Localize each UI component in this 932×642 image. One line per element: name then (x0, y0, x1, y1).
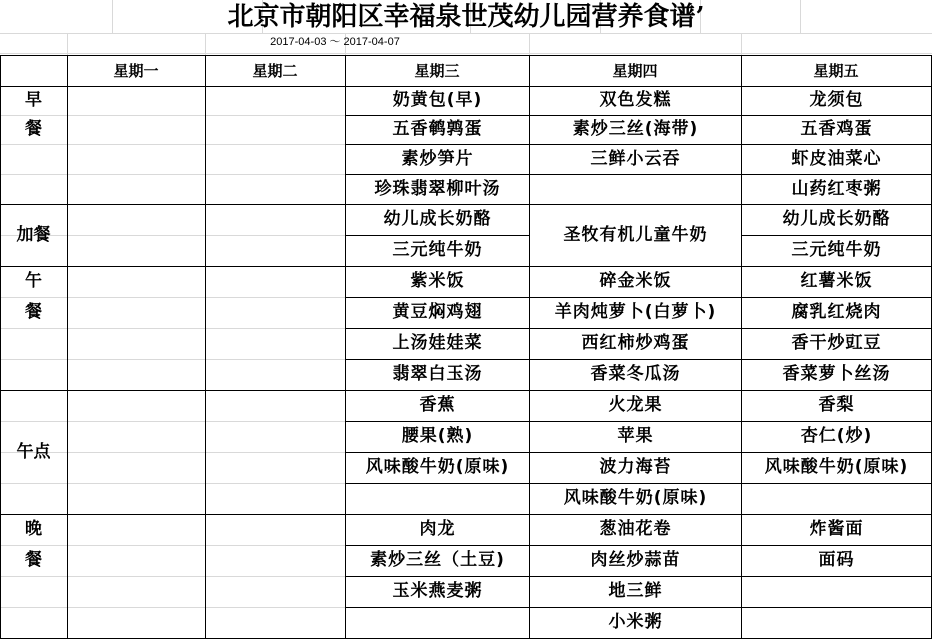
dish-cell: 五香鸡蛋 (800, 119, 873, 139)
gridline-vertical (67, 33, 68, 55)
border-column (0, 55, 1, 639)
gridline-horizontal (0, 328, 345, 329)
dish-cell: 黄豆焖鸡翅 (392, 302, 483, 322)
dish-cell: 珍珠翡翠柳叶汤 (374, 179, 501, 199)
dish-cell: 上汤娃娃菜 (392, 333, 483, 353)
border-row-thu (529, 359, 741, 360)
gridline-horizontal (0, 359, 345, 360)
dish-cell: 山药红枣粥 (791, 179, 882, 199)
dish-cell: 波力海苔 (599, 457, 672, 477)
dish-cell: 炸酱面 (809, 519, 864, 539)
meal-label: 午 (25, 271, 42, 291)
gridline-horizontal (0, 53, 932, 54)
gridline-horizontal (0, 576, 345, 577)
border-row-wed (345, 545, 529, 546)
dish-cell: 三元纯牛奶 (392, 240, 483, 260)
border-row-fri (741, 115, 931, 116)
border-row-thu (529, 174, 741, 175)
border-row-thu (529, 545, 741, 546)
border-row-wed (345, 576, 529, 577)
dish-cell: 圣牧有机儿童牛奶 (563, 225, 708, 245)
dish-cell: 风味酸牛奶(原味) (365, 457, 510, 477)
border-row-wed (345, 452, 529, 453)
meal-label: 早 (25, 90, 42, 110)
border-column (741, 55, 742, 639)
gridline-horizontal (0, 607, 345, 608)
dish-cell: 地三鲜 (608, 581, 663, 601)
gridline-vertical (529, 33, 530, 55)
border-top (0, 55, 931, 56)
border-row-fri (741, 235, 931, 236)
dish-cell: 腐乳红烧肉 (791, 302, 882, 322)
meal-label: 午点 (16, 442, 51, 462)
header-friday: 星期五 (813, 62, 859, 80)
dish-cell: 虾皮油菜心 (791, 149, 882, 169)
border-row-wed (345, 421, 529, 422)
meal-label: 餐 (25, 119, 42, 139)
border-row-fri (741, 144, 931, 145)
dish-cell: 小米粥 (608, 612, 663, 632)
header-tuesday: 星期二 (252, 62, 298, 80)
border-block-bottom (0, 204, 931, 205)
border-row-thu (529, 115, 741, 116)
meal-label: 餐 (25, 302, 42, 322)
dish-cell: 玉米燕麦粥 (392, 581, 483, 601)
border-row-fri (741, 452, 931, 453)
border-row-fri (741, 421, 931, 422)
dish-cell: 香菜冬瓜汤 (590, 364, 681, 384)
border-row-fri (741, 174, 931, 175)
border-row-fri (741, 328, 931, 329)
border-row-wed (345, 297, 529, 298)
border-column (67, 55, 68, 639)
gridline-horizontal (0, 144, 345, 145)
dish-cell: 幼儿成长奶酪 (383, 209, 492, 229)
meal-label: 餐 (25, 550, 42, 570)
dish-cell: 幼儿成长奶酪 (782, 209, 891, 229)
border-column (529, 55, 530, 639)
gridline-horizontal (0, 174, 345, 175)
dish-cell: 双色发糕 (599, 90, 672, 110)
dish-cell: 翡翠白玉汤 (392, 364, 483, 384)
border-column (205, 55, 206, 639)
border-row-wed (345, 607, 529, 608)
date-range: 2017-04-03 ～ 2017-04-07 (270, 36, 400, 48)
border-row-wed (345, 328, 529, 329)
dish-cell: 肉龙 (419, 519, 456, 539)
dish-cell: 三鲜小云吞 (590, 149, 681, 169)
border-block-bottom (0, 638, 931, 639)
dish-cell: 奶黄包(早) (392, 90, 483, 110)
dish-cell: 三元纯牛奶 (791, 240, 882, 260)
dish-cell: 碎金米饭 (599, 271, 672, 291)
menu-title: 北京市朝阳区幸福泉世茂幼儿园营养食谱’ (227, 2, 705, 32)
header-thursday: 星期四 (612, 62, 658, 80)
border-row-thu (529, 576, 741, 577)
border-row-fri (741, 297, 931, 298)
border-row-fri (741, 576, 931, 577)
border-row-thu (529, 297, 741, 298)
dish-cell: 苹果 (617, 426, 654, 446)
meal-label: 晚 (25, 519, 42, 539)
dish-cell: 面码 (818, 550, 855, 570)
border-block-bottom (0, 514, 931, 515)
border-row-thu (529, 483, 741, 484)
border-row-thu (529, 452, 741, 453)
border-row-thu (529, 144, 741, 145)
dish-cell: 腰果(熟) (401, 426, 474, 446)
border-row-fri (741, 607, 931, 608)
dish-cell: 肉丝炒蒜苗 (590, 550, 681, 570)
border-row-thu (529, 607, 741, 608)
border-header-bottom (0, 86, 931, 87)
border-row-fri (741, 359, 931, 360)
dish-cell: 香蕉 (419, 395, 456, 415)
dish-cell: 红薯米饭 (800, 271, 873, 291)
dish-cell: 素炒三丝(海带) (572, 119, 699, 139)
border-row-thu (529, 328, 741, 329)
dish-cell: 风味酸牛奶(原味) (764, 457, 909, 477)
border-row-wed (345, 483, 529, 484)
header-monday: 星期一 (113, 62, 159, 80)
dish-cell: 素炒笋片 (401, 149, 474, 169)
dish-cell: 杏仁(炒) (800, 426, 873, 446)
dish-cell: 羊肉炖萝卜(白萝卜) (554, 302, 717, 322)
border-row-fri (741, 545, 931, 546)
border-block-bottom (0, 266, 931, 267)
dish-cell: 香干炒豇豆 (791, 333, 882, 353)
border-row-wed (345, 359, 529, 360)
border-row-wed (345, 144, 529, 145)
dish-cell: 龙须包 (809, 90, 864, 110)
dish-cell: 五香鹌鹑蛋 (392, 119, 483, 139)
border-row-fri (741, 483, 931, 484)
meal-label: 加餐 (16, 225, 51, 245)
dish-cell: 香菜萝卜丝汤 (782, 364, 891, 384)
dish-cell: 火龙果 (608, 395, 663, 415)
dish-cell: 葱油花卷 (599, 519, 672, 539)
dish-cell: 紫米饭 (410, 271, 465, 291)
dish-cell: 香梨 (818, 395, 855, 415)
dish-cell: 风味酸牛奶(原味) (563, 488, 708, 508)
dish-cell: 西红柿炒鸡蛋 (581, 333, 690, 353)
dish-cell: 素炒三丝（土豆) (370, 550, 505, 570)
border-row-wed (345, 174, 529, 175)
header-wednesday: 星期三 (414, 62, 460, 80)
border-row-thu (529, 421, 741, 422)
border-block-bottom (0, 390, 931, 391)
border-row-wed (345, 235, 529, 236)
border-row-wed (345, 115, 529, 116)
gridline-vertical (741, 33, 742, 55)
border-column (345, 55, 346, 639)
